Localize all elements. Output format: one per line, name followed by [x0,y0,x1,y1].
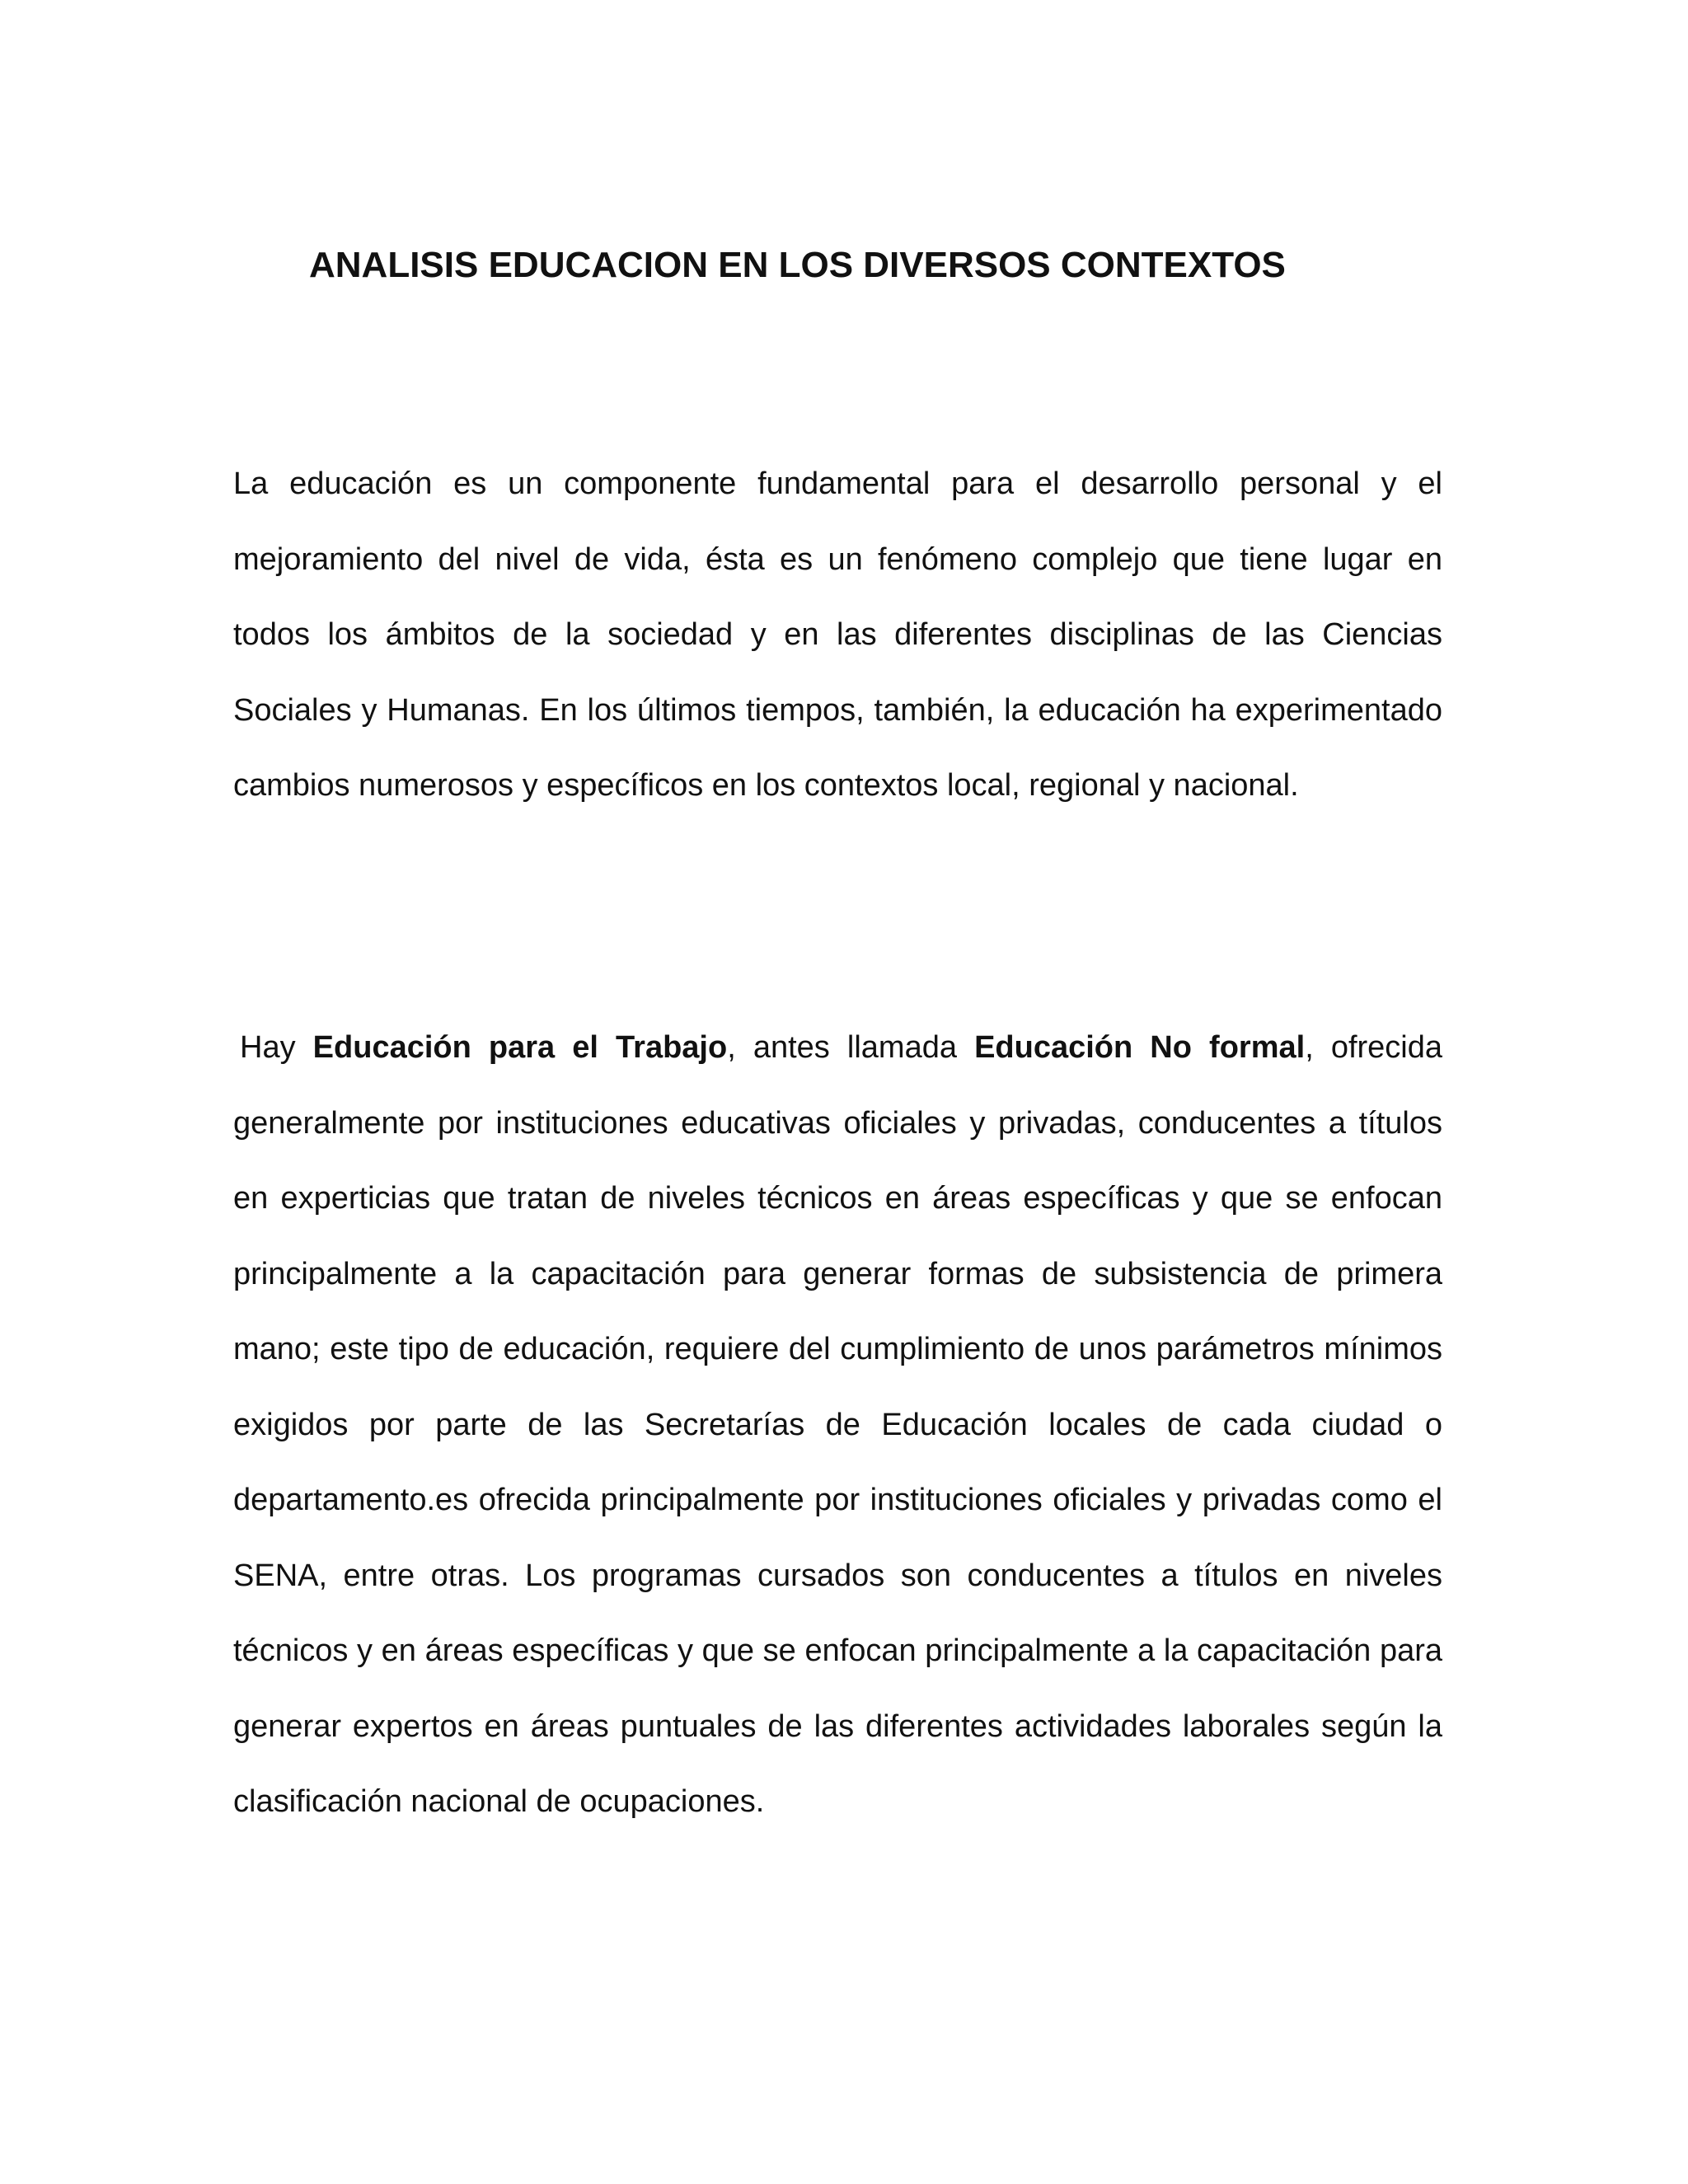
document-title: ANALISIS EDUCACION EN LOS DIVERSOS CONTEXTOS [309,245,1286,285]
paragraph-text-segment: , antes llamada [727,1030,975,1065]
paragraph-text-segment: Hay [240,1030,313,1065]
bold-term-education-for-work: Educación para el Trabajo [312,1030,728,1065]
bold-term-non-formal-education: Educación No formal [974,1030,1306,1065]
paragraph-education-for-work [233,1010,1442,1840]
paragraph-text-segment: , ofrecida generalmente por instituciones educativas oficiales y privadas, conducentes a títulos en experticias que tratan de niveles técnicos en áreas específicas y que se enfocan principalmente a la capacitación para generar formas de subsistencia de primera mano; este tipo de educación, requiere del cumplimiento de unos parámetros mínimos exigidos por parte de las Secretarías de Educación locales de cada ciudad o departamento.es ofrecida principalmente por instituciones oficiales y privadas como el SENA, entre otras. Los programas cursados son conducentes a títulos en niveles técnicos y en áreas específicas y que se enfocan principalmente a la capacitación para generar expertos en áreas puntuales de las diferentes actividades laborales según la clasificación nacional de ocupaciones. [233,1030,1443,1819]
paragraph-intro: La educación es un componente fundamental para el desarrollo personal y el mejoramiento del nivel de vida, ésta es un fenómeno complejo que tiene lugar en todos los ámbitos de la sociedad y en las diferentes disciplinas de las Ciencias Sociales y Humanas. En los últimos tiempos, también, la educación ha experimentado cambios numerosos y específicos en los contextos local, regional y nacional. [233,466,1442,803]
